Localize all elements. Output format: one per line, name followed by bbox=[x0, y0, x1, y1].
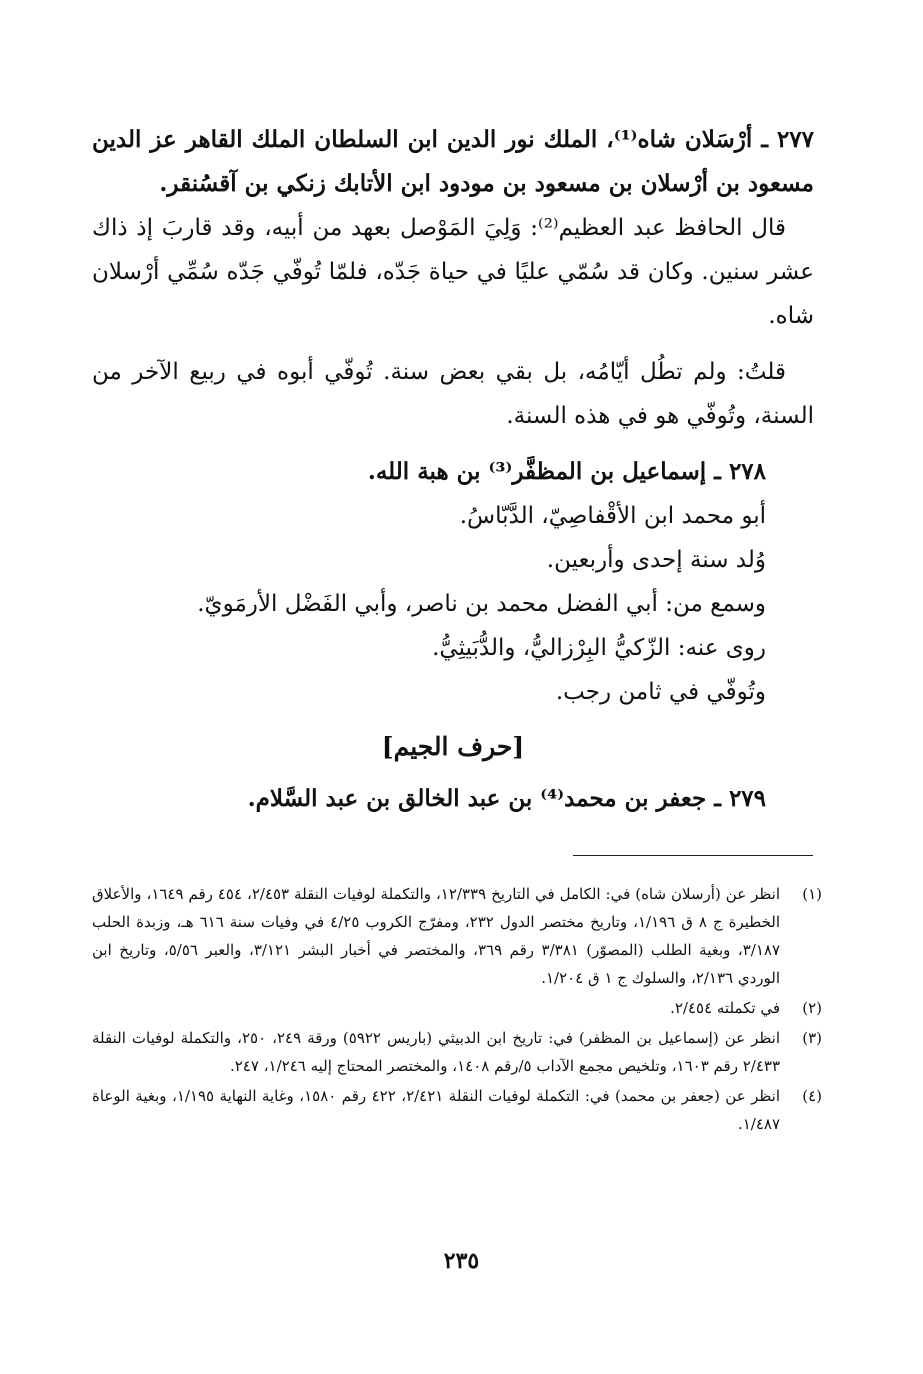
entry-277-paragraph-2: قلتُ: ولم تطُل أيّامُه، بل بقي بعض سنة. تُوفّي أبوه في ربيع الآخر من السنة، وتُوفّي هو في هذه السنة. bbox=[92, 359, 814, 429]
footnote-4 bbox=[92, 1082, 822, 1138]
footnotes bbox=[92, 880, 822, 1140]
entry-278-line-4: روى عنه: الزّكيُّ البِرْزاليُّ، والدُّبَيثِيُّ. bbox=[432, 635, 766, 661]
footnote-text: انظر عن (إسماعيل بن المظفر) في: تاريخ ابن الدبيثي (باريس ٥٩٢٢) ورقة ٢٤٩، ٢٥٠، والتكملة لوفيات النقلة ٢/٤٣٣ رقم ١٦٠٣، وتلخيص مجمع الآداب ٥/رقم ١٤٠٨، والمختصر المحتاج إليه ١/٢٤٦، ٢٤٧. bbox=[92, 1029, 781, 1075]
footnote-3 bbox=[92, 1024, 822, 1080]
entry-278-line-2: وُلد سنة إحدى وأربعين. bbox=[546, 547, 766, 573]
entry-278-line-1: أبو محمد ابن الأقْفاصِيّ، الدَّبّاسُ. bbox=[459, 503, 766, 529]
footnote-number: (٢) bbox=[802, 999, 822, 1017]
entry-278-line-5: وتُوفّي في ثامن رجب. bbox=[555, 679, 766, 705]
footnote-divider bbox=[573, 855, 813, 856]
footnote-number: (٤) bbox=[802, 1087, 822, 1105]
main-text bbox=[92, 118, 814, 821]
entry-278-line-3: وسمع من: أبي الفضل محمد بن ناصر، وأبي الفَضْل الأرمَويّ. bbox=[197, 591, 766, 617]
page-number: ٢٣٥ bbox=[443, 1248, 480, 1274]
entry-278-title: ٢٧٨ ـ إسماعيل بن المظفَّر⁽³⁾ بن هبة الله. bbox=[367, 458, 766, 485]
footnote-text: انظر عن (جعفر بن محمد) في: التكملة لوفيات النقلة ٢/٤٢١، ٤٢٢ رقم ١٥٨٠، وغاية النهاية ١/١٩٥، وبغية الوعاة ١/٤٨٧. bbox=[92, 1087, 781, 1133]
footnote-text: في تكملته ٢/٤٥٤. bbox=[670, 999, 780, 1017]
footnote-number: (١) bbox=[802, 885, 822, 903]
footnote-text: انظر عن (أرسلان شاه) في: الكامل في التاريخ ١٢/٣٣٩، والتكملة لوفيات النقلة ٢/٤٥٣، ٤٥٤ رقم ١٦٤٩، والأعلاق الخطيرة ج ٨ ق ١/١٩٦، وتاريخ مختصر الدول ٢٣٢، ومفرّج الكروب ٤/٢٥ في وفيات سنة ٦١٦ هـ، وزبدة الحلب ٣/١٨٧، وبغية الطلب (المصوّر) ٣/٣٨١ رقم ٣٦٩، والمختصر في أخبار البشر ٣/١٢١، والعبر ٥/٥٦، وتاريخ ابن الوردي ٢/١٣٦، والسلوك ج ١ ق ١/٢٠٤. bbox=[92, 885, 781, 987]
footnote-number: (٣) bbox=[802, 1029, 822, 1047]
entry-277-title: ٢٧٧ ـ أرْسَلان شاه⁽¹⁾، الملك نور الدين ابن السلطان الملك القاهر عز الدين مسعود بن أرْسلان بن مسعود بن مودود ابن الأتابك زنكي بن آقسُنقر. bbox=[92, 126, 815, 197]
entry-279-title: ٢٧٩ ـ جعفر بن محمد⁽⁴⁾ بن عبد الخالق بن عبد السَّلام. bbox=[247, 785, 766, 812]
section-heading: [حرف الجيم] bbox=[381, 732, 525, 761]
footnote-2 bbox=[92, 994, 822, 1022]
entry-277-paragraph-1: قال الحافظ عبد العظيم⁽²⁾: وَلِيَ المَوْصل بعهد من أبيه، وقد قاربَ إذ ذاك عشر سنين. وكان قد سُمّي عليًا في حياة جَدّه، فلمّا تُوفّي جَدّه سُمِّي أرْسلان شاه. bbox=[92, 215, 814, 329]
footnote-1 bbox=[92, 880, 822, 992]
